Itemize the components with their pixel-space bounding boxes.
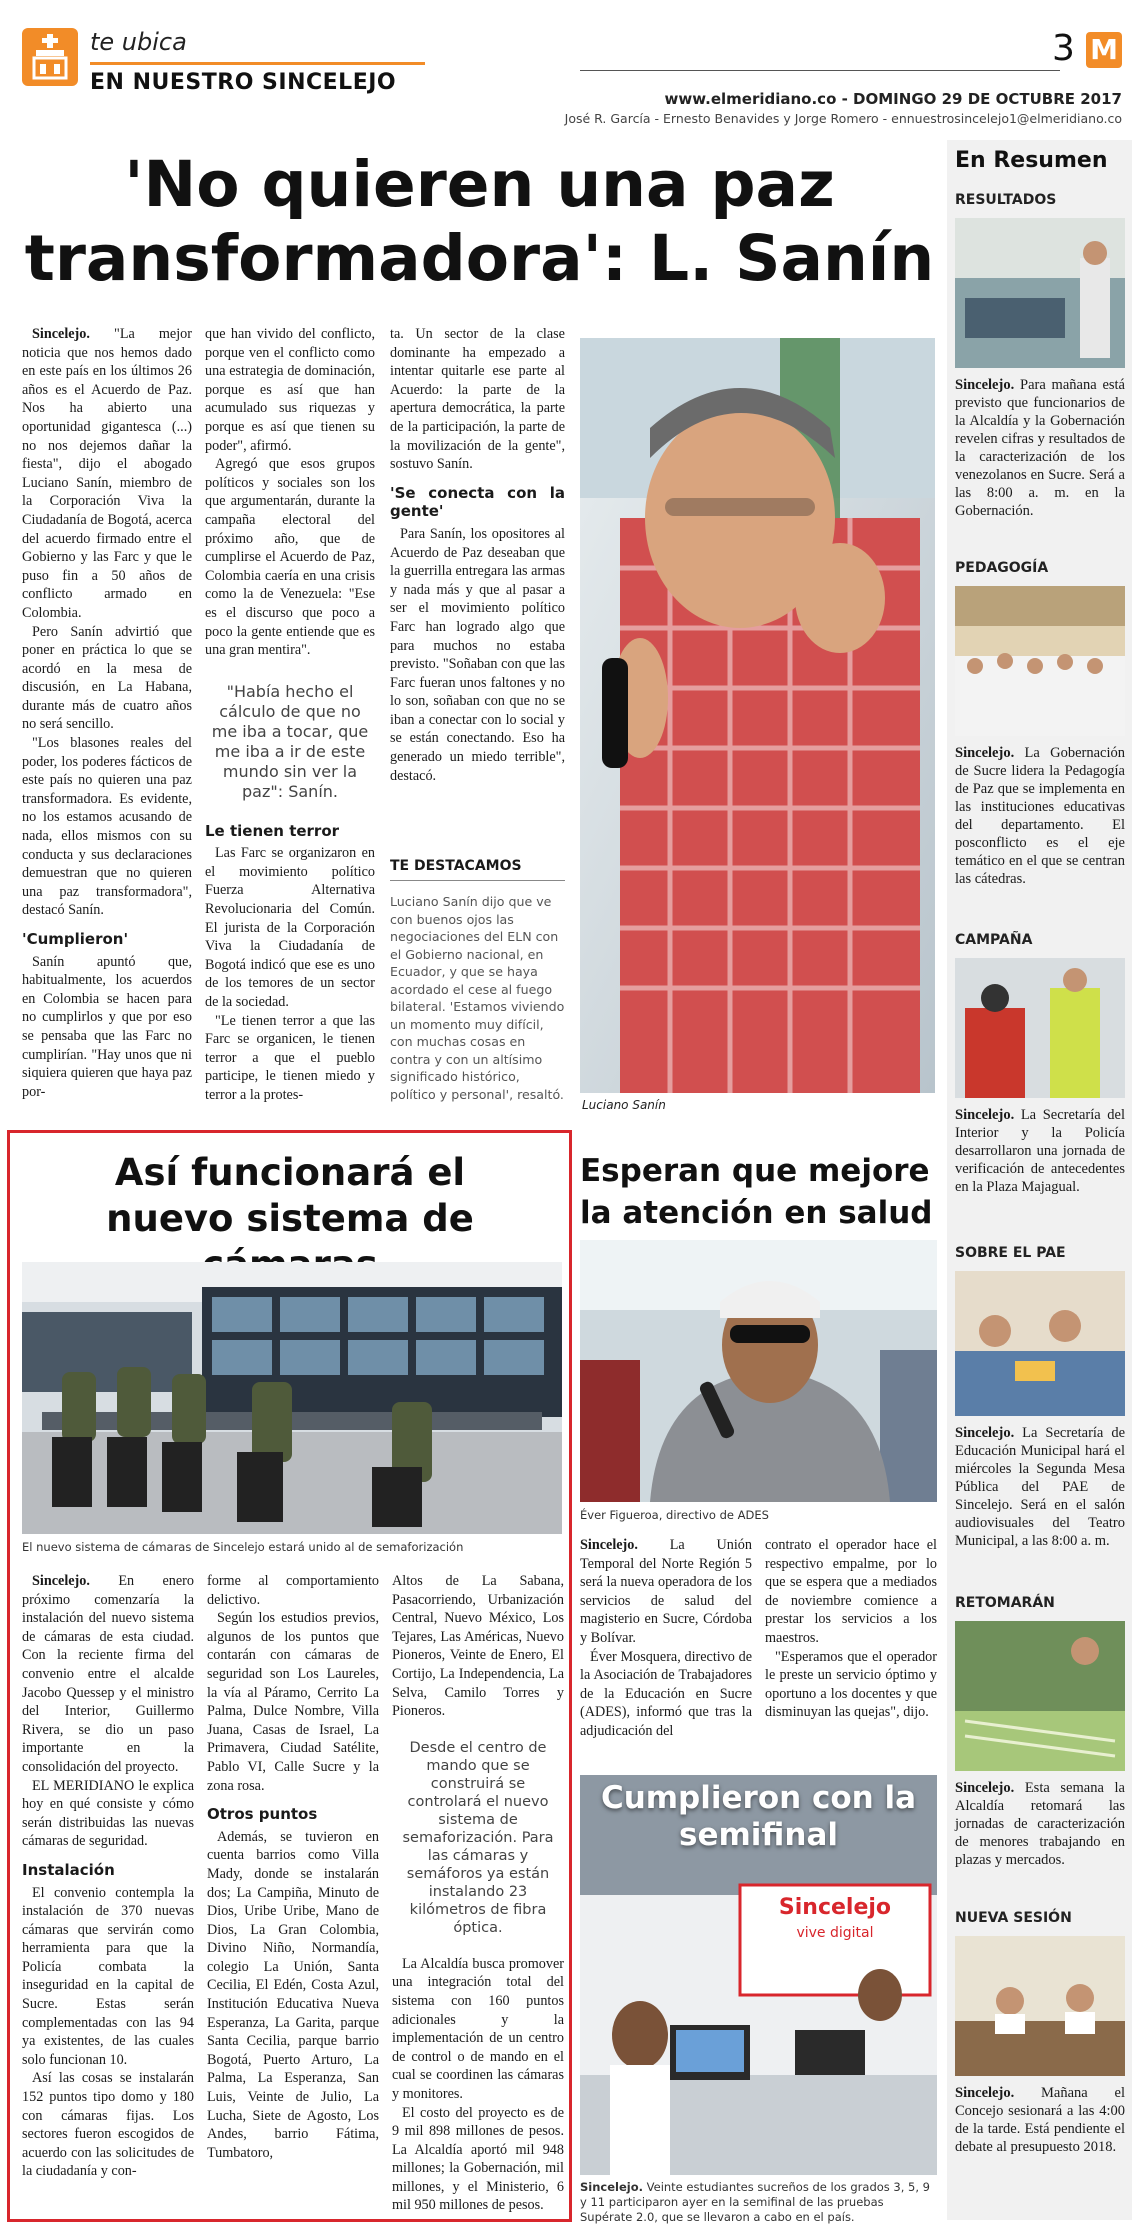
dateline: Sincelejo. [955, 1107, 1015, 1123]
paragraph: Éver Mosquera, directivo de la Asociación de Trabajadores de la Educación en Sucre (ADES), informó que tras la adjudicación del [580, 1648, 752, 1739]
paragraph: Agregó que esos grupos políticos y sociales son los que argumentarán, durante la campaña electoral del próximo año, que de cumplirse el Acuerdo de Paz, Colombia caería en una crisis como la de Venezuela: "Ese es el discurso que poco a poco la gente entiende que es una gran mentira". [205, 456, 375, 659]
paragraph: Las Farc se organizaron en el movimiento político Fuerza Alternativa Revolucionaria del Común. El jurista de la Corporación Viva la Ciudadanía de Bogotá indicó que ese es uno de los temores de un sector de la sociedad. [205, 845, 375, 1011]
cameras-col-1 [22, 1572, 194, 2212]
sidebar-item [955, 1910, 1125, 2156]
paragraph: forme al comportamiento delictivo. [207, 1573, 379, 1608]
ever-figueroa-photo [580, 1240, 937, 1502]
sidebar-item [955, 560, 1125, 888]
main-photo-caption: Luciano Sanín [582, 1098, 666, 1112]
main-col-3 [390, 325, 565, 845]
paragraph: Altos de La Sabana, Pasacorriendo, Urbanización Central, Nuevo México, Los Tejares, Las Américas, Nuevo Pioneros, Veinte de Enero, El Cortijo, La Independencia, La Selva, Camilo Torres y Pioneros. [392, 1573, 564, 1720]
dateline: Sincelejo. [580, 1537, 638, 1553]
main-headline: 'No quieren una paz transformadora': L. Sanín [24, 148, 935, 295]
paragraph: ta. Un sector de la clase dominante ha empezado a intentar quitarle ese parte al Acuerdo: la parte de la apertura democrática, la parte de la participación, la parte de la movilización de la gente", sostuvo Sanín. [390, 326, 565, 473]
brand-logo: M [1086, 32, 1122, 68]
campaign-photo [955, 958, 1125, 1098]
main-col-2 [205, 325, 375, 1110]
sidebar-item-heading: SOBRE EL PAE [955, 1245, 1066, 1261]
sidebar-item-heading: RETOMARÁN [955, 1595, 1055, 1611]
semifinal-banner-bottom: vive digital [796, 1925, 874, 1941]
pae-photo [955, 1271, 1125, 1416]
paragraph: El costo del proyecto es de 9 mil 898 millones de pesos. La Alcaldía aportó mil 948 millones; la Gobernación, mil millones, y el Ministerio, 6 mil 950 millones de pesos. [392, 2104, 564, 2212]
paragraph: que han vivido del conflicto, porque ven el conflicto como una estrategia de dominación, porque es así que han acumulado sus riquezas y porque es así que tienen su poder", afirmó. [205, 326, 375, 454]
sidebar-item [955, 1245, 1125, 1550]
page-number: 3 [1052, 28, 1075, 69]
cameras-photo-caption: El nuevo sistema de cámaras de Sincelejo estará unido al de semaforización [22, 1540, 464, 1554]
destacamos-text: Luciano Sanín dijo que ve con buenos ojos las negociaciones del ELN con el Gobierno nacional, en Ecuador, y que se haya acordado el cese al fuego bilateral. 'Estamos viviendo un momento muy difícil, con muchas cosas en contra y con un altísimo significado histórico, político y personal', resaltó. [390, 894, 565, 1102]
pull-quote: "Había hecho el cálculo de que no me iba a tocar, que me iba a ir de este mundo sin ver la paz": Sanín. [211, 681, 369, 801]
caption-text: Veinte estudiantes sucreños de los grados 3, 5, 9 y 11 participaron ayer en la semifinal de las pruebas Supérate 2.0, que se llevaron a cabo en el país. [580, 2180, 931, 2224]
sidebar-text: Para mañana está previsto que funcionarios de la Alcaldía y la Gobernación revelen cifras y resultados de la caracterización de los venezolanos en Sucre. Será a las 8:00 a. m. en la Gobernación. [955, 377, 1125, 519]
dateline: Sincelejo. [955, 377, 1015, 393]
paragraph: Pero Sanín advirtió que poner en práctica lo que se acordó en la mesa de discusión, en La Habana, durante más de cuatro años no será sencillo. [22, 623, 192, 733]
dateline: Sincelejo. [955, 745, 1015, 761]
dateline: Sincelejo. [955, 2085, 1015, 2101]
dateline: Sincelejo. [580, 2180, 643, 2194]
paragraph: "Le tienen terror a que las Farc se organicen, le tienen terror a que el pueblo participe, le tienen miedo y terror a la protes- [205, 1012, 375, 1103]
section-orange-rule [90, 62, 425, 65]
sidebar-text: La Gobernación de Sucre lidera la Pedagogía de Paz que se implementa en las instituciones educativas del departamento. El posconflicto es el eje temático en el que se centran las cátedras. [955, 745, 1125, 887]
paragraph: contrato el operador hace el respectivo empalme, por lo que se espera que a mediados de noviembre comience a prestar los servicios a los maestros. [765, 1537, 937, 1646]
subheading: Le tienen terror [205, 821, 340, 840]
luciano-sanin-photo [580, 338, 935, 1093]
subheading: Instalación [22, 1860, 115, 1879]
sidebar-item [955, 932, 1125, 1196]
subheading: 'Se conecta con la gente' [390, 483, 565, 521]
paragraph: En enero próximo comenzaría la instalación del nuevo sistema de cámaras de esta ciudad. Con la reciente firma del convenio entre el alcalde Jacobo Quessep y el ministro del Interior, Guillermo Rivera, se dio un paso importante en la consolidación del proyecto. [22, 1573, 194, 1775]
control-room-photo [22, 1262, 562, 1534]
health-headline: Esperan que mejore la atención en salud [580, 1153, 933, 1231]
subheading: 'Cumplieron' [22, 930, 129, 948]
sidebar-item-heading: NUEVA SESIÓN [955, 1910, 1072, 1926]
paragraph: La Alcaldía busca promover una integración total del sistema con 160 puntos adicionales y la implementación de un centro de control o de mando en el cual se coordinen las cámaras y monitores. [392, 1955, 564, 2102]
paragraph: "Los blasones reales del poder, los poderes fácticos de este país no quieren una paz transformadora. Es evidente, no los estamos acusando de nada, ellos mismos con su conducta y sus declaraciones demuestran que no quieren una paz transformadora", destacó Sanín. [22, 735, 192, 919]
dateline: Sincelejo. [32, 1573, 90, 1589]
church-icon [22, 28, 78, 86]
health-photo-caption: Éver Figueroa, directivo de ADES [580, 1508, 769, 1522]
main-col-1 [22, 325, 192, 1110]
council-photo [955, 1936, 1125, 2076]
sidebar-item [955, 1595, 1125, 1869]
sidebar-item-heading: RESULTADOS [955, 192, 1057, 208]
market-photo [955, 1621, 1125, 1771]
paragraph: Para Sanín, los opositores al Acuerdo de Paz deseaban que la guerrilla entregara las armas y nada más y que al pasar a ser el movimiento político Farc han logrado algo que para muchos no estaba previsto. "Soñaban con que las Farc fueran unos faltones y no lo son, soñaban con que no se iban a conectar con lo social y se están conectando. Eso ha generado un miedo terrible", destacó. [390, 525, 565, 784]
semifinal-headline: Cumplieron con la semifinal [600, 1780, 917, 1853]
dateline: Sincelejo. [32, 326, 90, 342]
dateline: Sincelejo. [955, 1780, 1015, 1796]
sidebar-title: En Resumen [955, 148, 1108, 173]
pedagogy-photo [955, 586, 1125, 736]
paragraph: Así las cosas se instalarán 152 puntos tipo domo y 180 con cámaras fijas. Los sectores fueron escogidos de acuerdo con las solicitudes de la ciudadanía y con- [22, 2070, 194, 2180]
sidebar-text: Esta semana la Alcaldía retomará las jornadas de caracterización de menores trabajando en plazas y mercados. [955, 1780, 1125, 1868]
cameras-col-3 [392, 1572, 564, 2212]
destacamos-title: TE DESTACAMOS [390, 858, 522, 874]
dateline: Sincelejo. [955, 1425, 1015, 1441]
sidebar-item-heading: CAMPAÑA [955, 932, 1033, 948]
paragraph: Además, se tuvieron en cuenta barrios como Villa Mady, donde se instalarán dos; La Campiña, Minuto de Dios, Uribe Uribe, Mano de Dios, La Gran Colombia, Divino Niño, Normandía, colegio La Unión, Santa Cecilia, El Edén, Costa Azul, Institución Educativa Nueva Esperanza, La Garita, parque Santa Cecilia, parque barrio Bogotá, Puerto Arturo, La Palma, La Esperanza, San Luis, Veinte de Julio, La Lucha, Siete de Agosto, Los Andes, barrio Fátima, Tumbatoro, [207, 1828, 379, 2161]
section-small-label: te ubica [90, 28, 187, 56]
pull-quote: Desde el centro de mando que se construirá se controlará el nuevo sistema de semaforización. Para las cámaras y semáforos ya están instalando 23 kilómetros de fibra óptica. [402, 1739, 554, 1936]
cameras-headline: Así funcionará el nuevo sistema de [106, 1151, 474, 1240]
sidebar-item [955, 192, 1125, 520]
authors-line: José R. García - Ernesto Benavides y Jorge Romero - ennuestrosincelejo1@elmeridiano.co [564, 111, 1122, 126]
paragraph: "Esperamos que el operador le preste un servicio óptimo y oportuno a los docentes y que disminuyan las quejas", dijo. [765, 1648, 937, 1721]
cameras-col-2 [207, 1572, 379, 2212]
sidebar-text: Mañana el Concejo sesionará a las 4:00 de la tarde. Está pendiente el debate al presupuesto 2018. [955, 2085, 1125, 2155]
semifinal-caption [580, 2180, 937, 2225]
sidebar-text: La Secretaría de Educación Municipal hará el miércoles la Segunda Mesa Pública del PAE de Sincelejo. Será en el salón audiovisuales del Teatro Municipal, a las 8:00 a. m. [955, 1425, 1125, 1549]
destacamos-rule [390, 880, 565, 881]
paragraph: La Unión Temporal del Norte Región 5 será la nueva operadora de los servicios de salud del magisterio en Sucre, Córdoba y Bolívar. [580, 1537, 752, 1646]
section-logo [22, 28, 78, 86]
paragraph: Sanín apuntó que, habitualmente, los acuerdos en Colombia se hacen para no cumplirlos y que por eso se pensaba que las Farc no cumplirían. "Hay unos que ni siquiera quieren que haya paz por- [22, 953, 192, 1100]
paragraph: "La mejor noticia que nos hemos dado en este país en los últimos 26 años es el Acuerdo de Paz. Nos ha abierto una oportunidad gigantesca (...) no nos dejemos dañar la fiesta", dijo el abogado Luciano Sanín, miembro de la Corporación Viva la Ciudadanía de Bogotá, acerca del acuerdo firmado entre el Gobierno y las Farc y que le puso fin a 50 años de conflicto armado en Colombia. [22, 326, 192, 621]
semifinal-banner-top: Sincelejo [778, 1895, 892, 1920]
section-title: EN NUESTRO SINCELEJO [90, 70, 397, 95]
health-col-1 [580, 1536, 752, 1758]
health-col-2 [765, 1536, 937, 1758]
paragraph: Según los estudios previos, algunos de los puntos que contarán con cámaras de seguridad son Los Laureles, la vía al Páramo, Cerrito La Palma, Dulce Nombre, Villa Juana, Casas de Israel, La Primavera, Ciudad Satélite, Pablo VI, Calle Sucre y la zona rosa. [207, 1610, 379, 1794]
paragraph: EL MERIDIANO le explica hoy en qué consiste y cómo serán distribuidas las nuevas cámaras de seguridad. [22, 1777, 194, 1850]
sidebar-text: La Secretaría del Interior y la Policía desarrollaron una jornada de verificación de antecedentes en la Plaza Majagual. [955, 1107, 1125, 1195]
results-photo [955, 218, 1125, 368]
header-top-rule [580, 70, 1060, 71]
paragraph: El convenio contempla la instalación de 370 nuevas cámaras que servirán como herramienta para que la Policía combata la inseguridad en la capital de Sucre. Estas serán complementadas con las 94 ya existentes, de las cuales solo funcionan 10. [22, 1884, 194, 2068]
site-date: www.elmeridiano.co - DOMINGO 29 DE OCTUBRE 2017 [664, 90, 1122, 108]
sidebar-item-heading: PEDAGOGÍA [955, 560, 1049, 576]
subheading: Otros puntos [207, 1805, 318, 1824]
